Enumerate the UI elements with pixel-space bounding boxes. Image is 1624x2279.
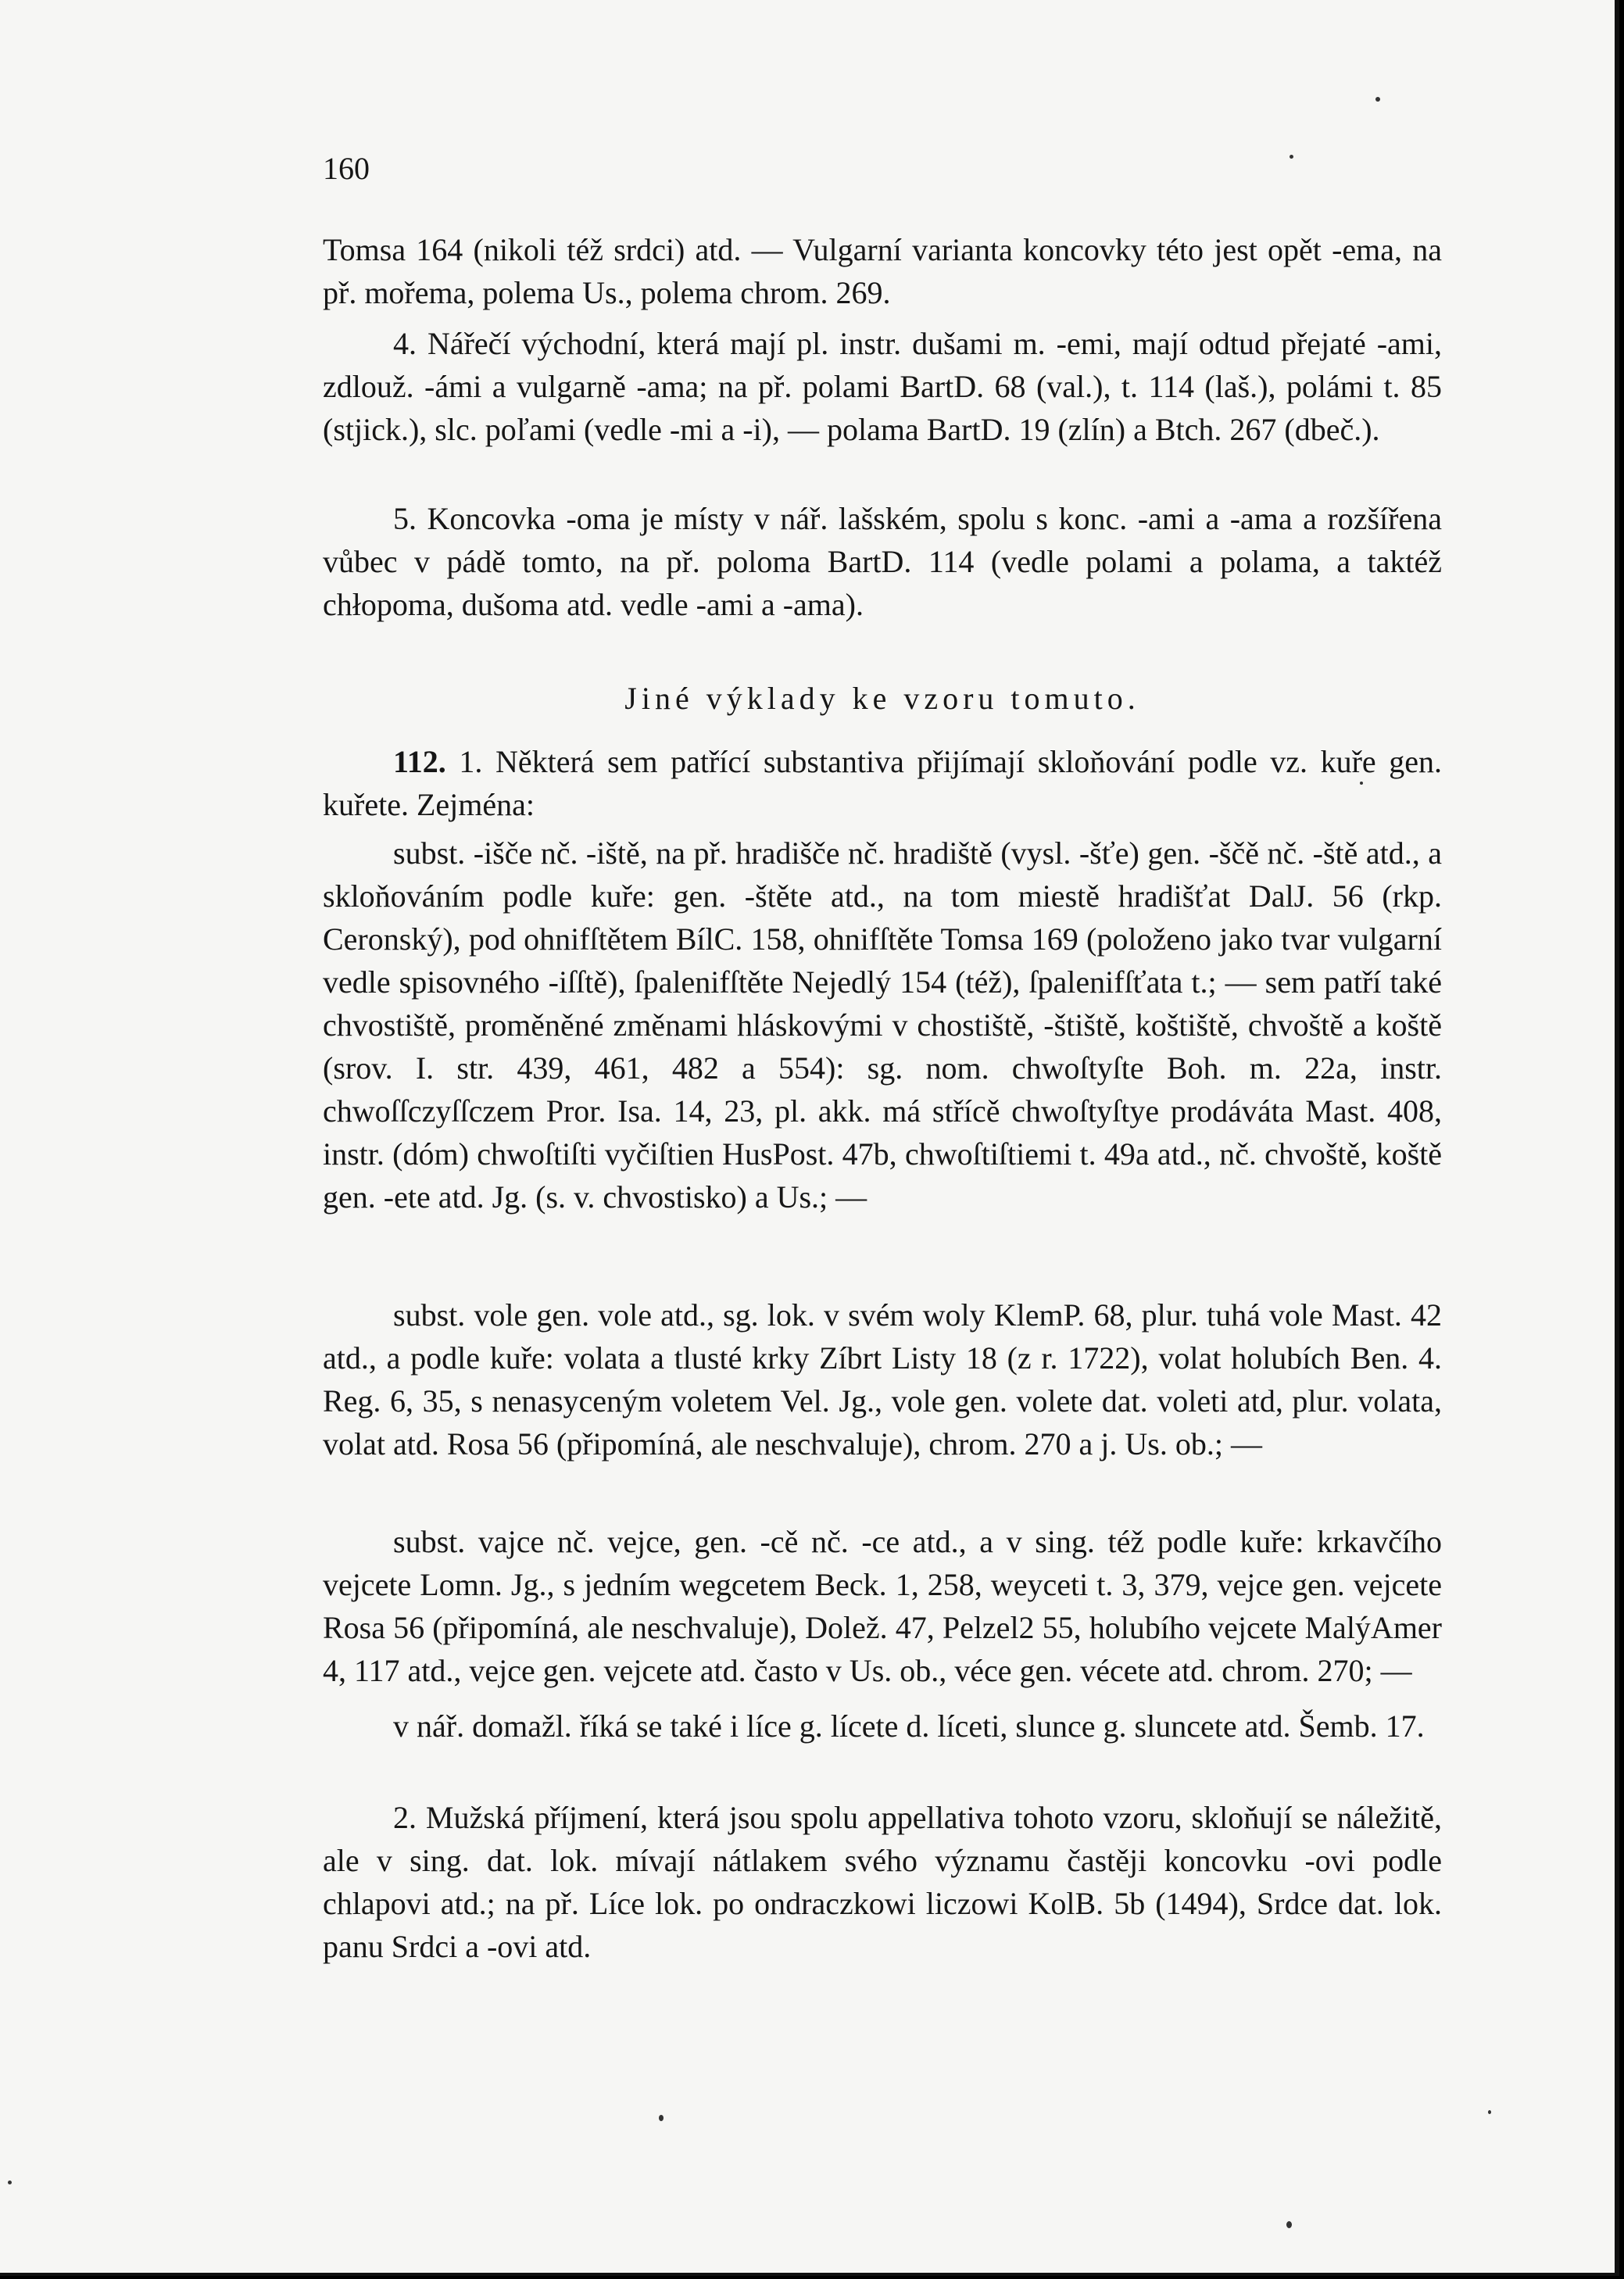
section-112-intro — [323, 740, 1442, 826]
scan-speck — [8, 2181, 12, 2184]
scan-speck — [1360, 782, 1363, 785]
scan-speck — [1290, 155, 1293, 159]
section-112-para-1: 1. Některá sem patřící substantiva přijímají skloňování podle vz. kuře gen. kuřete. Zejména: — [323, 744, 1442, 822]
section-112-iste: subst. -išče nč. -iště, na př. hradišče nč. hradiště (vysl. -šťe) gen. -ščě nč. -ště atd., a skloňováním podle kuře: gen. -štěte atd., na tom miestě hradišťat DalJ. 56 (rkp. Ceronský), pod ohnifſtětem BílC. 158, ohnifſtěte Tomsa 169 (položeno jako tvar vulgarní vedle spisovného -iſſtě), ſpalenifſtěte Nejedlý 154 (též), ſpalenifſťata t.; — sem patří také chvostiště, proměněné změnami hláskovými v chostiště, -štiště, koštiště, chvoště a koště (srov. I. str. 439, 461, 482 a 554): sg. nom. chwoſtyſte Boh. m. 22a, instr. chwoſſczyſſczem Pror. Isa. 14, 23, pl. akk. má střícě chwoſtyſtye prodáváta Mast. 408, instr. (dóm) chwoſtiſti vyčiſtien HusPost. 47b, chwoſtiſtiemi t. 49a atd., nč. chvoště, koště gen. -ete atd. Jg. (s. v. chvostisko) a Us.; — — [323, 835, 1442, 1215]
section-112-para-2: 2. Mužská příjmení, která jsou spolu appellativa tohoto vzoru, skloňují se náležitě, ale v sing. dat. lok. mívají nátlakem svého významu častěji koncovku -ovi podle chlapovi atd.; na př. Líce lok. po ondraczkowi liczowi KolB. 5b (1494), Srdce dat. lok. panu Srdci a -ovi atd. — [323, 1800, 1442, 1964]
section-heading: Jiné výklady ke vzoru tomuto. — [624, 681, 1140, 716]
section-number: 112. — [393, 744, 446, 779]
paragraph-continuation: Tomsa 164 (nikoli též srdci) atd. — Vulgarní varianta koncovky této jest opět -ema, na př. mořema, polema Us., polema chrom. 269. — [323, 232, 1442, 310]
scan-speck — [1488, 2110, 1491, 2114]
section-112-vejce: subst. vajce nč. vejce, gen. -cě nč. -ce atd., a v sing. též podle kuře: krkavčího vejcete Lomn. Jg., s jedním wegcetem Beck. 1, 258, weyceti t. 3, 379, vejce gen. vejcete Rosa 56 (připomíná, ale neschvaluje), Dolež. 47, Pelzel2 55, holubího vejcete MalýAmer 4, 117 atd., vejce gen. vejcete atd. často v Us. ob., véce gen. vécete atd. chrom. 270; — — [323, 1524, 1442, 1688]
section-112-lice: v nář. domažl. říká se také i líce g. lícete d. líceti, slunce g. sluncete atd. Šemb. 17. — [393, 1708, 1425, 1744]
scan-speck — [659, 2115, 664, 2121]
scan-speck — [1286, 2221, 1292, 2228]
page-number: 160 — [323, 151, 370, 186]
paragraph-4: 4. Nářečí východní, která mají pl. instr. dušami m. -emi, mají odtud přejaté -ami, zdlouž. -ámi a vulgarně -ama; na př. polami BartD. 68 (val.), t. 114 (laš.), polámi t. 85 (stjick.), slc. poľami (vedle -mi a -i), — polama BartD. 19 (zlín) a Btch. 267 (dbeč.). — [323, 326, 1442, 447]
paragraph-5: 5. Koncovka -oma je místy v nář. lašském, spolu s konc. -ami a -ama a rozšířena vůbec v pádě tomto, na př. poloma BartD. 114 (vedle polami a polama, a taktéž chłopoma, dušoma atd. vedle -ami a -ama). — [323, 501, 1442, 622]
section-112-vole: subst. vole gen. vole atd., sg. lok. v svém woly KlemP. 68, plur. tuhá vole Mast. 42 atd., a podle kuře: volata a tlusté krky Zíbrt Listy 18 (z r. 1722), volat holubích Ben. 4. Reg. 6, 35, s nenasyceným voletem Vel. Jg., vole gen. volete dat. voleti atd, plur. volata, volat atd. Rosa 56 (připomíná, ale neschvaluje), chrom. 270 a j. Us. ob.; — — [323, 1297, 1442, 1461]
scan-speck — [1375, 97, 1380, 102]
